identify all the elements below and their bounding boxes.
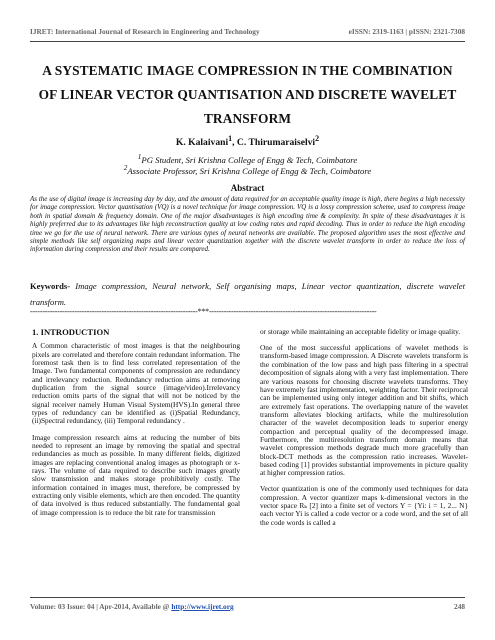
journal-name: IJRET: International Journal of Research in Engineering and Technology [30, 27, 260, 36]
intro-paragraph-2: Image compression research aims at reducing the number of bits needed to represent an image by removing the spatial and spectral redundancies as much as possible. In many different fields, digitized images are replacing conventional analog images as photograph or x-rays. The volume of data required to describe such images greatly slow transmission and makes storage prohibitively costly. The information contained in images must, therefore, be compressed by extracting only visible elements, which are then encoded. The quantity of data involved is thus reduced substantially. The fundamental goal of image compression is to reduce the bit rate for transmission [32, 432, 240, 517]
footer-volume [30, 602, 234, 614]
right-column [260, 328, 468, 535]
affiliation-2-sup: 2 [123, 164, 128, 172]
intro-paragraph-3: One of the most successful applications of wavelet methods is transform-based image compression. A Discrete wavelets transform is the combination of the low pass and high pass filtering in a spectral decomposition of signals along with a very fast implementation. There are various reasons for choosing discrete wavelets transforms. They have extremely fast implementation, weighting factor. Their reciprocal can be implemented using only integer addition and bit shifts, which are extremely fast operations. The overlapping nature of the wavelet transform alleviates blocking artifacts, while the multiresolution character of the wavelet decomposition leads to superior energy compaction and perceptual quality of the decompressed image. Furthermore, the multiresolution transform domain means that wavelet compression methods degrade much more gracefully than block-DCT methods as the compression ratio increases. Wavelet-based coding [1] provides substantial improvements in picture quality at higher compression ratios. [260, 343, 468, 478]
author-1-sup: 1 [228, 134, 233, 143]
keywords-label: Keywords- [30, 281, 71, 291]
footer-volume-text: Volume: 03 Issue: 04 | Apr-2014, Available @ [30, 602, 172, 611]
affiliation-2 [0, 164, 495, 176]
page-number: 248 [454, 602, 465, 611]
issn-text: eISSN: 2319-1163 | pISSN: 2321-7308 [348, 27, 465, 36]
intro-paragraph-1: A Common characteristic of most images is that the neighbouring pixels are correlated and therefore contain redundant information. The foremost task then is to find less correlated representation of the Image. Two fundamental components of compression are redundancy and irrelevancy reduction. Redundancy reduction aims at removing duplication from the signal source (image/video).Irrelevancy reduction omits parts of the signal that will not be noticed by the signal receiver namely Human Visual System(HVS).In general three types of redundancy can be identified as (i)Spatial Redundancy, (ii)Spectral redundancy, (iii) Temporal redundancy . [32, 341, 240, 426]
abstract-heading: Abstract [230, 183, 265, 193]
author-1: K. Kalaivani [175, 137, 229, 149]
affiliation-1-text: PG Student, Sri Krishna College of Engg & Tech, Coimbatore [141, 154, 358, 165]
author-separator: , [232, 137, 237, 149]
footer-rule [30, 597, 465, 598]
intro-paragraph-2-continued: or storage while maintaining an acceptable fidelity or image quality. [260, 327, 461, 336]
page-footer [30, 602, 465, 614]
section-separator: --------------------------------------------------------------------***-------------------------------------------------------------------- [30, 307, 377, 316]
page-header [30, 27, 465, 39]
intro-paragraph-4: Vector quantization is one of the commonly used techniques for data compression. A vector quantizer maps k-dimensional vectors in the vector space Rₖ [2] into a finite set of vectors Y = {Yi: i = 1, 2... N} each vector Yi is called a code vector or a code word, and the set of all the code words is called a [260, 484, 468, 527]
affiliation-2-text: Associate Professor, Sri Krishna College of Engg & Tech, Coimbatore [127, 165, 372, 176]
journal-link[interactable]: http://www.ijret.org [171, 602, 234, 611]
keywords-text: Image compression, Neural network, Self organising maps, Linear vector quantization, discrete wavelet transform. [30, 281, 465, 307]
intro-heading: 1. INTRODUCTION [32, 327, 110, 337]
paper-title: A SYSTEMATIC IMAGE COMPRESSION IN THE COMBINATION OF LINEAR VECTOR QUANTISATION AND DISCRETE WAVELET TRANSFORM [38, 63, 457, 126]
keywords-block [30, 278, 465, 310]
left-column [32, 328, 240, 525]
author-line [0, 134, 495, 148]
author-2-sup: 2 [315, 134, 320, 143]
header-rule [30, 41, 465, 42]
affiliation-1-sup: 1 [137, 153, 142, 161]
abstract-body: As the use of digital image is increasing day by day, and the amount of data required for an acceptable quality image is high, there begins a high necessity for image compression. Vector quantisation (VQ) is a novel technique for image compression. VQ is a lossy compression scheme, used to compress image both in spatial domain & frequency domain. One of the major disadvantages is high encoding time & complexity. In spite of these disadvantages it is highly preferred due to its advantages like high reconstruction quality at low coding rates and rapid decoding. Thus in order to reduce the high encoding time we go for the use of neural network. There are various types of neural networks are available. The proposed algorithm uses the most effective and simple methods like self organizing maps and linear vector quantization together with the discrete wavelet transform in order to reduce the loss of information during compression and their results are compared. [30, 195, 465, 254]
author-2: C. Thirumaraiselvi [236, 137, 316, 149]
